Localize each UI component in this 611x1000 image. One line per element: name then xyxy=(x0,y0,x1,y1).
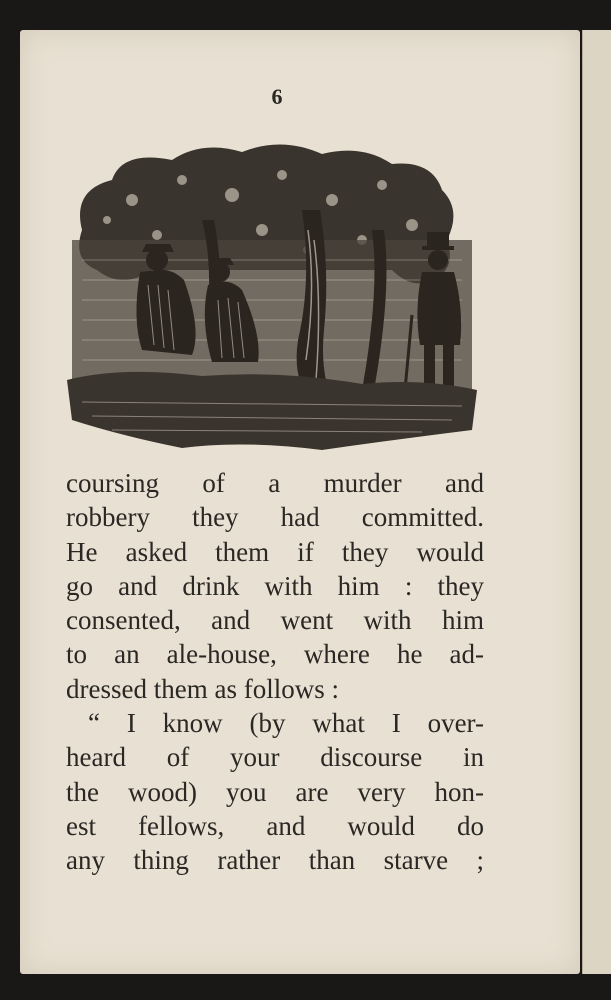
text-line: the wood) you are very hon- xyxy=(66,776,484,807)
text-line: go and drink with him : they xyxy=(66,570,484,601)
body-text xyxy=(66,466,484,878)
text-line: He asked them if they would xyxy=(66,536,484,567)
text-line: dressed them as follows : xyxy=(66,673,339,704)
text-line: “ I know (by what I over- xyxy=(88,708,484,739)
woodcut-illustration-icon xyxy=(62,140,482,458)
page-number: 6 xyxy=(271,84,283,109)
text-line: consented, and went with him xyxy=(66,605,484,636)
text-line: heard of your discourse in xyxy=(66,742,484,773)
text-line: coursing of a murder and xyxy=(66,468,484,498)
text-line: to an ale-house, where he ad- xyxy=(66,639,484,670)
text-line: est fellows, and would do xyxy=(66,810,484,841)
text-line: any thing rather than starve ; xyxy=(66,845,484,876)
text-line: robbery they had committed. xyxy=(66,502,484,533)
adjacent-page-edge xyxy=(582,30,611,974)
